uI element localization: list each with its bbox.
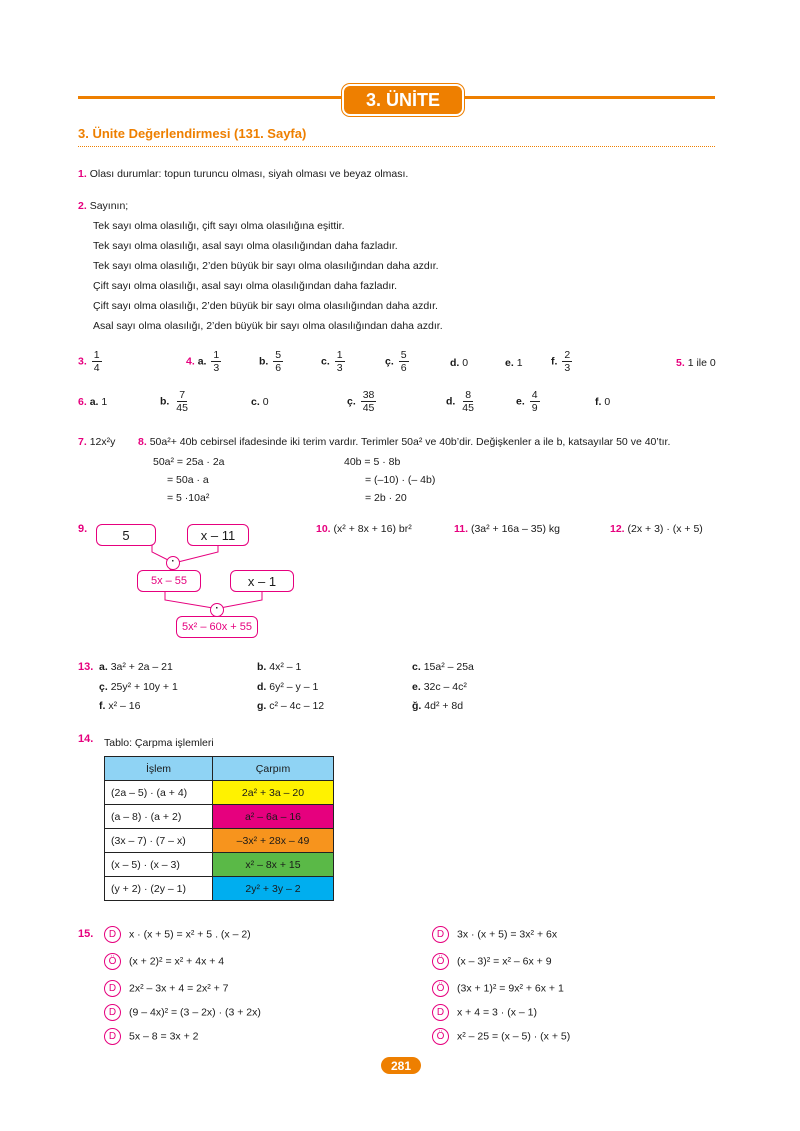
q4c: c. $\frac{1}{3}$ xyxy=(321,349,343,374)
page-number-badge xyxy=(381,1057,421,1074)
q2-line: Asal sayı olma olasılığı, 2’den büyük bir sayı olma olasılığından daha azdır. xyxy=(93,320,443,332)
q6-number: 6. xyxy=(78,396,87,408)
table-cell-result: 2y² + 3y – 2 xyxy=(213,877,334,901)
q15-number: 15. xyxy=(78,928,94,940)
q15-right-item: D 3x · (x + 5) = 3x² + 6x xyxy=(432,926,557,943)
q14-number: 14. xyxy=(78,733,94,745)
q2-line: Tek sayı olma olasılığı, asal sayı olma olasılığından daha fazladır. xyxy=(93,240,398,252)
table-cell-result: x² – 8x + 15 xyxy=(213,853,334,877)
section-title: 3. Ünite Değerlendirmesi (131. Sayfa) xyxy=(78,126,307,141)
q9-multiply-dot: · xyxy=(210,603,224,617)
table-row xyxy=(105,781,334,805)
q13-number: 13. xyxy=(78,661,94,673)
q6d: d. $\frac{8}{45}$ xyxy=(446,389,474,414)
unit-title: 3. ÜNİTE xyxy=(365,89,440,110)
table-cell-result: a² – 6a – 16 xyxy=(213,805,334,829)
q2-intro: Sayının; xyxy=(89,200,129,212)
q15-left-item: D (9 – 4x)² = (3 – 2x) · (3 + 2x) xyxy=(104,1004,261,1021)
q9-box-x-11: x – 11 xyxy=(187,524,249,546)
q9-number: 9. xyxy=(78,523,88,535)
table-row xyxy=(105,853,334,877)
q9-box-5: 5 xyxy=(96,524,156,546)
q15-right-item: D x + 4 = 3 · (x – 1) xyxy=(432,1004,537,1021)
q9-box-result: 5x² – 60x + 55 xyxy=(176,616,258,638)
q2-line: Çift sayı olma olasılığı, asal sayı olma olasılığından daha fazladır. xyxy=(93,280,398,292)
q9-box-x-1: x – 1 xyxy=(230,570,294,592)
table-cell-op: (2a – 5) · (a + 4) xyxy=(105,781,213,805)
multiplication-table xyxy=(104,756,334,901)
table-row xyxy=(105,829,334,853)
q11-text: (3a² + 16a – 35) kg xyxy=(470,523,560,535)
question-4: 4. a. $\frac{1}{3}$ xyxy=(186,349,220,374)
q4a-fraction: $\frac{1}{3}$ xyxy=(213,349,220,374)
question-12 xyxy=(610,523,703,535)
q6f: f. 0 xyxy=(595,396,611,408)
q8-right-line: = (–10) · (– 4b) xyxy=(365,474,436,486)
q4-number: 4. xyxy=(186,355,195,368)
q10-number: 10. xyxy=(316,523,331,535)
q8-left-line: 50a² = 25a · 2a xyxy=(153,456,225,468)
q4f: f. $\frac{2}{3}$ xyxy=(551,349,571,374)
q8-right-line: 40b = 5 · 8b xyxy=(344,456,401,468)
q1-number: 1. xyxy=(78,168,87,180)
q2-line: Çift sayı olma olasılığı, 2’den büyük bir sayı olma olasılığından daha azdır. xyxy=(93,300,438,312)
q8-right-line: = 2b · 20 xyxy=(365,492,407,504)
table-header-cell: Çarpım xyxy=(213,757,334,781)
q15-left-item: Ö (x + 2)² = x² + 4x + 4 xyxy=(104,953,224,970)
q2-line: Tek sayı olma olasılığı, 2’den büyük bir sayı olma olasılığından daha azdır. xyxy=(93,260,439,272)
q9-multiply-dot: · xyxy=(166,556,180,570)
q12-text: (2x + 3) · (x + 5) xyxy=(627,523,703,535)
q13-item: ğ. 4d² + 8d xyxy=(412,700,464,712)
q6b: b. $\frac{7}{45}$ xyxy=(160,389,188,414)
question-10 xyxy=(316,523,412,535)
table-cell-op: (y + 2) · (2y – 1) xyxy=(105,877,213,901)
q15-right-item: Ö x² – 25 = (x – 5) · (x + 5) xyxy=(432,1028,570,1045)
q9-box-5x-55: 5x – 55 xyxy=(137,570,201,592)
table-row xyxy=(105,877,334,901)
table-cell-op: (3x – 7) · (7 – x) xyxy=(105,829,213,853)
q6e: e. $\frac{4}{9}$ xyxy=(516,389,538,414)
q13-item: a. 3a² + 2a – 21 xyxy=(99,661,173,673)
q3-number: 3. xyxy=(78,355,87,368)
q5-text: 1 ile 0 xyxy=(687,357,716,369)
question-6: 6. a. 1 xyxy=(78,396,108,408)
q7-number: 7. xyxy=(78,436,87,448)
q11-number: 11. xyxy=(454,523,469,535)
q7-text: 12x²y xyxy=(89,436,116,448)
question-11 xyxy=(454,523,560,535)
table-cell-op: (a – 8) · (a + 2) xyxy=(105,805,213,829)
q1-text: Olası durumlar: topun turuncu olması, siyah olması ve beyaz olması. xyxy=(89,168,409,180)
q4cc: ç. $\frac{5}{6}$ xyxy=(385,349,407,374)
q4b: b. $\frac{5}{6}$ xyxy=(259,349,282,374)
q15-right-item: Ö (x – 3)² = x² – 6x + 9 xyxy=(432,953,552,970)
table-cell-op: (x – 5) · (x – 3) xyxy=(105,853,213,877)
q8-number: 8. xyxy=(138,436,147,448)
q13-item: b. 4x² – 1 xyxy=(257,661,302,673)
q15-right-item: Ö (3x + 1)² = 9x² + 6x + 1 xyxy=(432,980,564,997)
page-number: 281 xyxy=(390,1058,412,1073)
q13-item: e. 32c – 4c² xyxy=(412,681,467,693)
q4d: d. 0 xyxy=(450,357,469,369)
q10-text: (x² + 8x + 16) br² xyxy=(333,523,412,535)
q8-left-line: = 5 ·10a² xyxy=(167,492,210,504)
q13-item: f. x² – 16 xyxy=(99,700,141,712)
q14-caption: Tablo: Çarpma işlemleri xyxy=(104,737,214,749)
q5-number: 5. xyxy=(676,357,685,369)
q15-left-item: D 5x – 8 = 3x + 2 xyxy=(104,1028,198,1045)
q6cc: ç. $\frac{38}{45}$ xyxy=(347,389,375,414)
q3-fraction: $\frac{1}{4}$ xyxy=(93,349,100,374)
table-row xyxy=(105,805,334,829)
q13-item: d. 6y² – y – 1 xyxy=(257,681,319,693)
table-cell-result: 2a² + 3a – 20 xyxy=(213,781,334,805)
table-header-cell: İşlem xyxy=(105,757,213,781)
q8-text: 50a²+ 40b cebirsel ifadesinde iki terim vardır. Terimler 50a² ve 40b’dir. Değişkenler a ile b, katsayılar 50 ve 40’tır. xyxy=(149,436,671,448)
table-cell-result: –3x² + 28x – 49 xyxy=(213,829,334,853)
q4e: e. 1 xyxy=(505,357,523,369)
q13-item: g. c² – 4c – 12 xyxy=(257,700,325,712)
q8-left-line: = 50a · a xyxy=(167,474,209,486)
q2-number: 2. xyxy=(78,200,87,212)
q15-left-item: D 2x² – 3x + 4 = 2x² + 7 xyxy=(104,980,229,997)
q13-item: ç. 25y² + 10y + 1 xyxy=(99,681,178,693)
q6c: c. 0 xyxy=(251,396,269,408)
table-header-row xyxy=(105,757,334,781)
q2-line: Tek sayı olma olasılığı, çift sayı olma olasılığına eşittir. xyxy=(93,220,345,232)
q13-item: c. 15a² – 25a xyxy=(412,661,474,673)
q12-number: 12. xyxy=(610,523,625,535)
q15-left-item: D x · (x + 5) = x² + 5 . (x – 2) xyxy=(104,926,251,943)
